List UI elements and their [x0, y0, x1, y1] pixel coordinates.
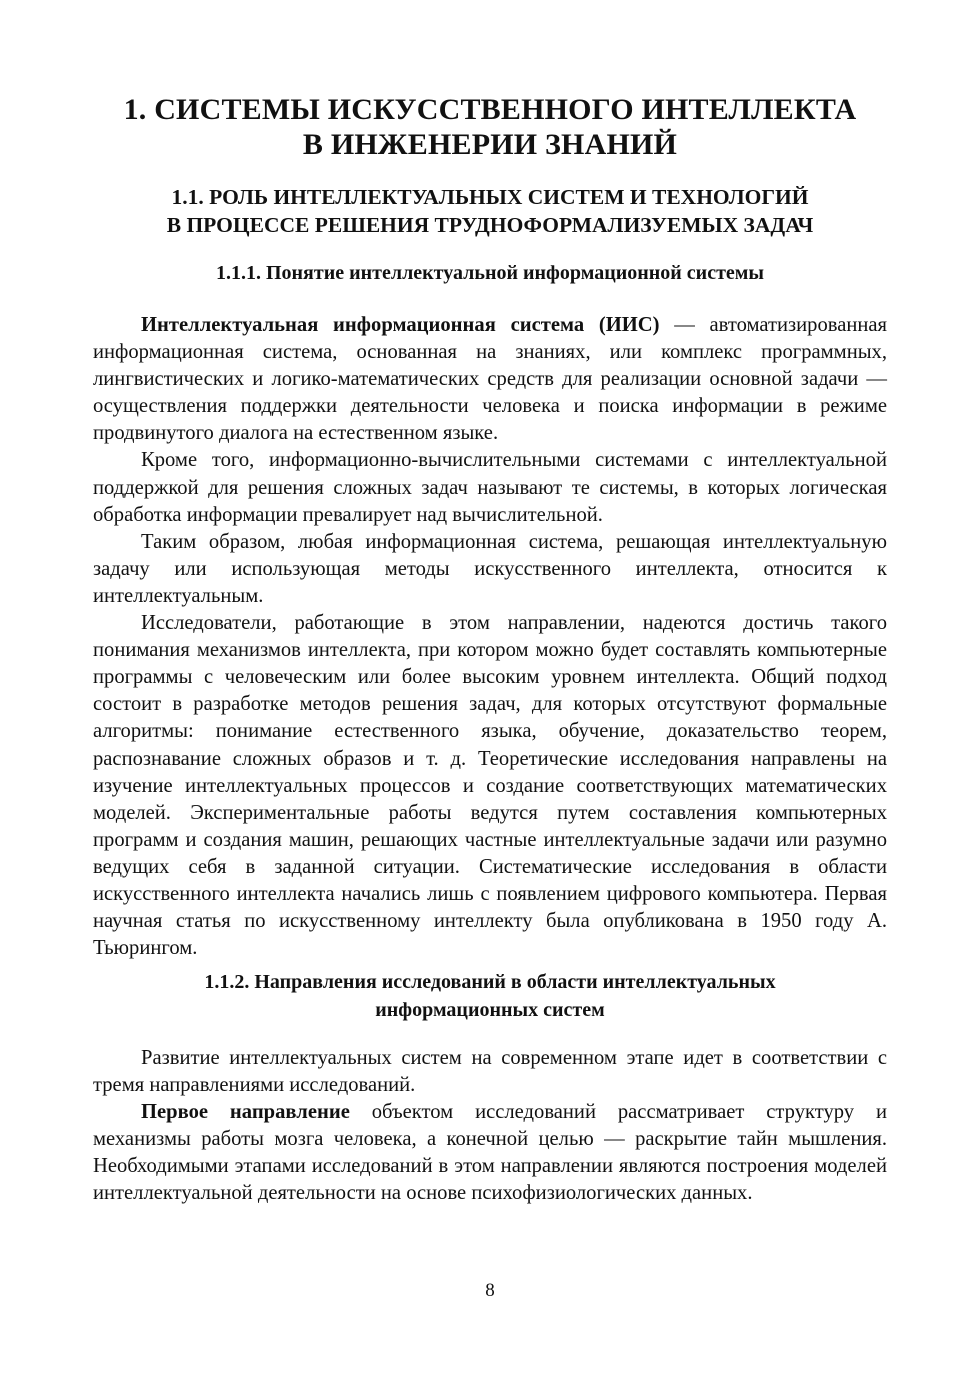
subsection-2-title-line-2: информационных систем [375, 999, 605, 1021]
section-title-line-2: В ПРОЦЕССЕ РЕШЕНИЯ ТРУДНОФОРМАЛИЗУЕМЫХ ЗАДАЧ [166, 213, 814, 237]
chapter-title-line-2: В ИНЖЕНЕРИИ ЗНАНИЙ [302, 128, 678, 161]
page-number: 8 [485, 1280, 495, 1301]
term-iis: Интеллектуальная информационная система (ИИС) [141, 314, 660, 336]
chapter-title-line-1: 1. СИСТЕМЫ ИСКУССТВЕННОГО ИНТЕЛЛЕКТА [123, 93, 857, 126]
paragraph-first-direction [93, 1099, 887, 1207]
paragraph-researchers: Исследователи, работающие в этом направлении, надеются достичь такого понимания механизмов интеллекта, при котором можно будет составлять компьютерные программы с человеческим или более высоким уровнем интеллекта. Общий подход состоит в разработке методов решения задач, для которых отсутствуют формальные алгоритмы: понимание естественного языка, обучение, доказательство теорем, распознавание сложных образов и т. д. Теоретические исследования направлены на изучение интеллектуальных процессов и создание соответствующих математических моделей. Экспериментальные работы ведутся путем составления компьютерных программ и создания машин, решающих частные интеллектуальные задачи или разумно ведущих себя в заданной ситуации. Систематические исследования в области искусственного интеллекта начались лишь с появлением цифрового компьютера. Первая научная статья по искусственному интеллекту была опубликована в 1950 году А. Тьюрингом. [93, 612, 887, 960]
term-first-direction: Первое направление [141, 1101, 350, 1124]
subsection-2-title-line-1: 1.1.2. Направления исследований в области интеллектуальных [204, 971, 776, 993]
paragraph-computing-systems: Кроме того, информационно-вычислительными системами с интеллектуальной поддержкой для решения сложных задач называют те системы, в которых логическая обработка информации превалирует над вычислительной. [93, 449, 887, 526]
paragraph-development: Развитие интеллектуальных систем на современном этапе идет в соответствии с тремя направлениями исследований. [93, 1047, 887, 1097]
chapter-title [93, 92, 887, 162]
paragraph-first-direction-text: объектом исследований рассматривает структуру и механизмы работы мозга человека, а конечной целью — раскрытие тайн мышления. Необходимыми этапами исследований в этом направлении являются построения моделей интеллектуальной деятельности на основе психофизиологических данных. [93, 1101, 887, 1205]
subsection-2-title [93, 968, 887, 1024]
subsection-1-title-text: 1.1.1. Понятие интеллектуальной информационной системы [215, 262, 765, 284]
subsection-1-title [93, 259, 887, 287]
section-title [93, 183, 887, 239]
paragraph-thus: Таким образом, любая информационная система, решающая интеллектуальную задачу или использующая методы искусственного интеллекта, относится к интеллектуальным. [93, 530, 887, 607]
subsection-2-body [93, 1045, 887, 1208]
section-title-line-1: 1.1. РОЛЬ ИНТЕЛЛЕКТУАЛЬНЫХ СИСТЕМ И ТЕХНОЛОГИЙ [171, 185, 809, 209]
paragraph-iis-definition-text: — автоматизированная информационная система, основанная на знаниях, или комплекс программных, лингвистических и логико-математических средств для реализации основной задачи — осуществления поддержки деятельности человека и поиска информации в режиме продвинутого диалога на естественном языке. [93, 314, 887, 445]
subsection-1-body [93, 312, 887, 962]
paragraph-iis-definition [93, 312, 887, 447]
